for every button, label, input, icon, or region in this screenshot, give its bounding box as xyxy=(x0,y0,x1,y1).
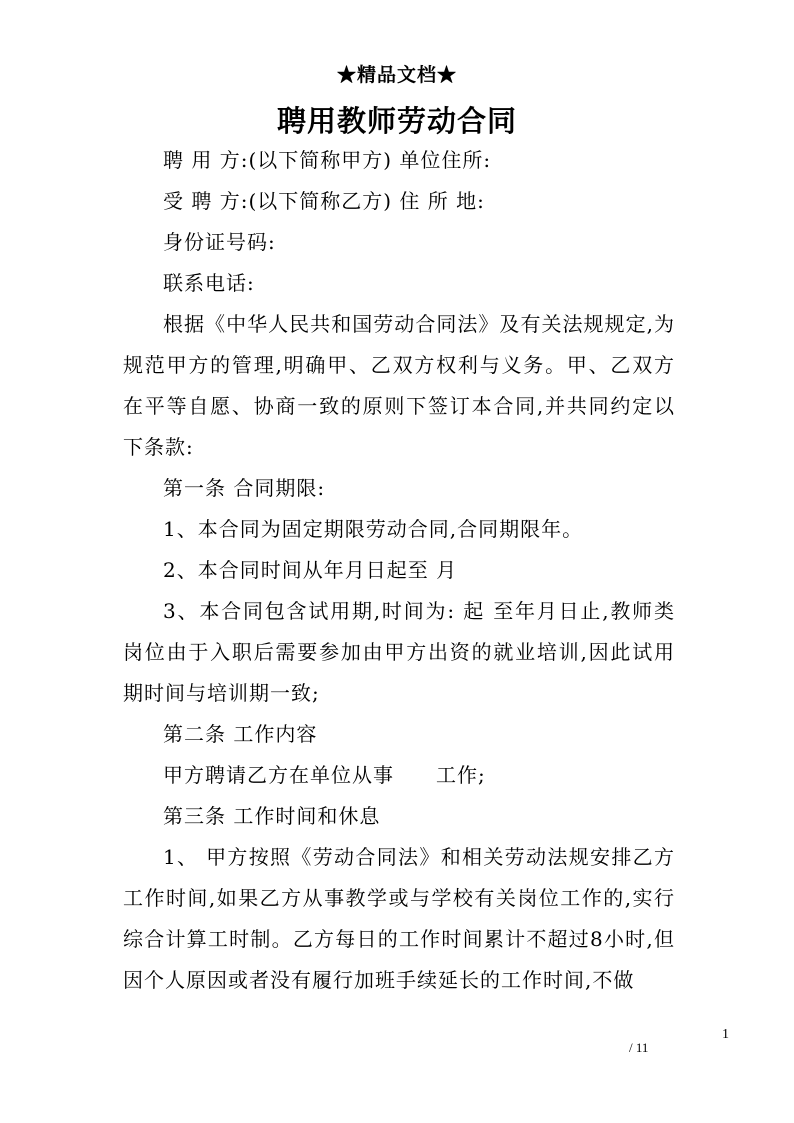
article-3-clause-1: 1、 甲方按照《劳动合同法》和相关劳动法规安排乙方工作时间,如果乙方从事教学或与学校有关岗位工作的,实行综合计算工时制。乙方每日的工作时间累计不超过8小时,但因个人原因或者没有履行加班手续延长的工作时间,不做 xyxy=(123,845,675,992)
article-1-clause-2: 2、本合同时间从年月日起至 月 xyxy=(163,558,458,582)
article-3-heading: 第三条 工作时间和休息 xyxy=(163,804,381,828)
id-number-line: 身份证号码: xyxy=(163,230,276,254)
page-number: 1 xyxy=(722,1027,729,1042)
article-1-clause-1: 1、本合同为固定期限劳动合同,合同期限年。 xyxy=(163,517,584,541)
party-a-line: 聘 用 方:(以下简称甲方) 单位住所: xyxy=(163,148,492,172)
article-2-heading: 第二条 工作内容 xyxy=(163,722,318,746)
article-1-heading: 第一条 合同期限: xyxy=(163,476,326,500)
article-2-content: 甲方聘请乙方在单位从事 工作; xyxy=(163,763,486,787)
document-body xyxy=(123,140,675,1001)
document-header-mark: ★精品文档★ xyxy=(336,64,457,86)
party-b-line: 受 聘 方:(以下简称乙方) 住 所 地: xyxy=(163,189,485,213)
page-total: / 11 xyxy=(629,1040,649,1055)
preamble-paragraph: 根据《中华人民共和国劳动合同法》及有关法规规定,为规范甲方的管理,明确甲、乙双方权利与义务。甲、乙双方在平等自愿、协商一致的原则下签订本合同,并共同约定以下条款: xyxy=(123,312,675,459)
article-1-clause-3: 3、本合同包含试用期,时间为: 起 至年月日止,教师类岗位由于入职后需要参加由甲方出资的就业培训,因此试用期时间与培训期一致; xyxy=(123,599,675,705)
phone-line: 联系电话: xyxy=(163,271,255,295)
document-title: 聘用教师劳动合同 xyxy=(276,104,517,138)
